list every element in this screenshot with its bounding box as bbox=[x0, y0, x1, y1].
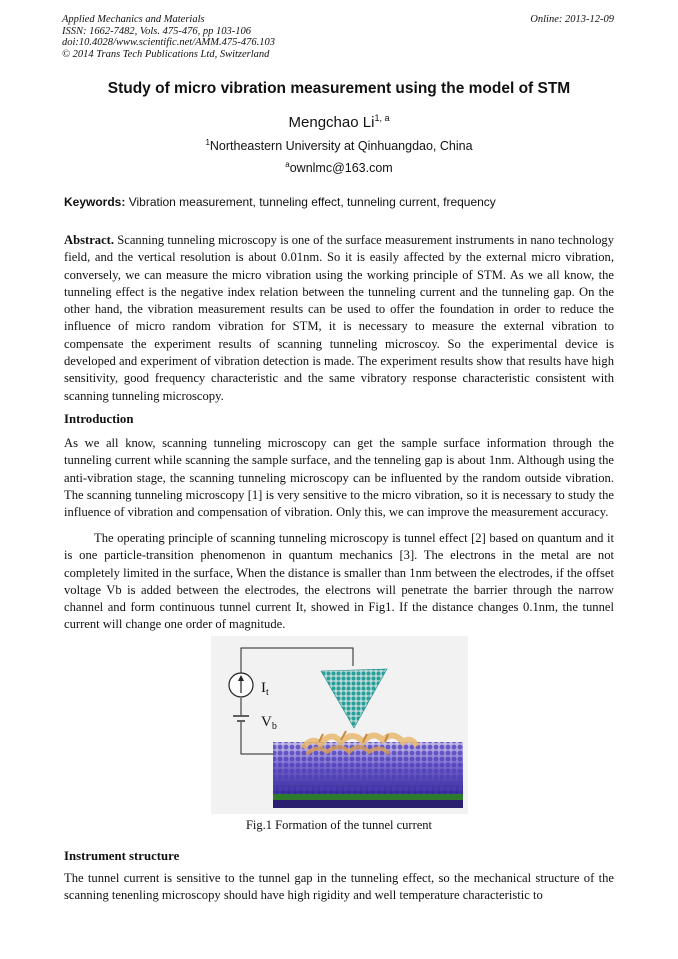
email bbox=[0, 160, 678, 175]
email-text: ownlmc@163.com bbox=[289, 161, 393, 176]
abstract-label: Abstract. bbox=[64, 233, 115, 247]
issn-line: ISSN: 1662-7482, Vols. 475-476, pp 103-106 bbox=[62, 25, 251, 37]
keywords-label: Keywords: bbox=[64, 195, 126, 209]
author-line bbox=[0, 113, 678, 131]
substrate-green-row bbox=[273, 794, 463, 808]
current-label: $I_t$ bbox=[261, 680, 269, 698]
introduction-paragraph-1: As we all know, scanning tunneling microscopy can get the sample surface information through the tunneling current while scanning the sample surface, and the tenneling gap is about 1nm. Although using the anti-vibration stage, the scanning tunneling microscopy can be influented by the random outside vibration. The scanning tunneling microscopy [1] is very sensitive to the micro vibration, so it is necessary to study the influence of vibration and compensation of vibration. Only this, we can improve the measurement accuracy. bbox=[64, 436, 614, 520]
author-name: Mengchao Li bbox=[288, 114, 375, 131]
journal-header bbox=[62, 14, 275, 60]
voltage-label: $V_b$ bbox=[261, 714, 277, 732]
keywords bbox=[64, 195, 624, 209]
keywords-text: Vibration measurement, tunneling effect, tunneling current, frequency bbox=[125, 195, 496, 209]
instrument-paragraph: The tunnel current is sensitive to the tunnel gap in the tunneling effect, so the mechanical structure of the scanning tenenling microscopy should have high rigidity and well temperature characteristic to bbox=[64, 871, 614, 903]
online-date: Online: 2013-12-09 bbox=[530, 14, 614, 25]
doi-line: doi:10.4028/www.scientific.net/AMM.475-476.103 bbox=[62, 37, 275, 48]
abstract-text: Scanning tunneling microscopy is one of the surface measurement instruments in nano technology field, and the vertical resolution is about 0.01nm. So it is easily affected by the external micro vibration, conversely, we can measure the micro vibration using the working principle of STM. As we all know, the tunneling effect is the negative index relation between the tunneling current and the tunneling gap. On the other hand, the vibration measurement results can be used to offer the foundation in order to reduce the influence of micro random vibration for STM, it is necessary to measure the external vibration to compensate the experiment results of scanning tunneling microscoy. So the experimental device is developed and experiment of vibration detection is made. The experiment results show that results have high sensitivity, good frequency characteristic and the same vibratory response characteristic consistent with scanning tunneling microscopy. bbox=[64, 233, 614, 403]
figure-tunnel-current bbox=[211, 636, 468, 814]
email-sup: a bbox=[285, 160, 290, 169]
introduction-heading: Introduction bbox=[64, 412, 134, 426]
affiliation bbox=[0, 138, 678, 153]
instrument-heading: Instrument structure bbox=[64, 849, 180, 863]
affiliation-sup: 1 bbox=[205, 138, 210, 147]
affiliation-text: Northeastern University at Qinhuangdao, China bbox=[209, 139, 473, 154]
introduction-paragraph-2: The operating principle of scanning tunneling microscopy is tunnel effect [2] based on quantum and it is one particle-transition phenomenon in quantum mechanics [3]. The electrons in the metal are not completely limited in the surface, When the distance is smaller than 1nm between the electrodes, if the offset voltage Vb is added between the electrodes, the electrons will penetrate the barrier through the narrow channel and form continuous tunnel current It, showed in Fig1. If the distance changes 0.1nm, the tunnel current will change one order of magnitude. bbox=[64, 531, 614, 632]
tunnel-figure-illustration bbox=[211, 636, 468, 814]
journal-name: Applied Mechanics and Materials bbox=[62, 14, 205, 25]
author-sup: 1, a bbox=[374, 113, 390, 123]
figure-caption: Fig.1 Formation of the tunnel current bbox=[245, 818, 433, 832]
abstract bbox=[64, 232, 614, 405]
paper-title: Study of micro vibration measurement using the model of STM bbox=[107, 80, 571, 97]
copyright-line: © 2014 Trans Tech Publications Ltd, Switzerland bbox=[62, 48, 270, 60]
